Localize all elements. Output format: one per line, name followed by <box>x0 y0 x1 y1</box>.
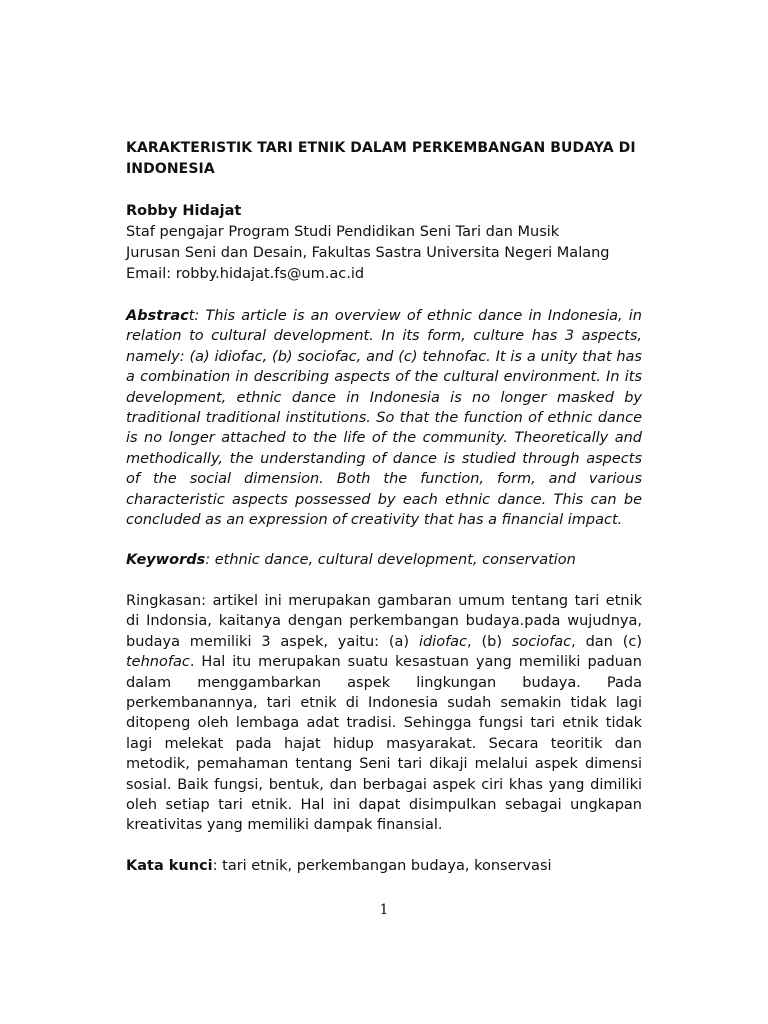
ringkasan-term-sociofac: sociofac <box>511 633 572 650</box>
keywords-text: : ethnic dance, cultural development, conservation <box>205 552 576 569</box>
ringkasan-text-4: . Hal itu merupakan suatu kesastuan yang memiliki paduan dalam menggambarkan aspek lingkungan budaya. Pada perkembanannya, tari etnik di Indonesia sudah semakin tidak lagi ditopeng oleh lembaga adat tradisi. Sehingga fungsi tari etnik tidak lagi melekat pada hajat hidup masyarakat. Secara teoritik dan metodik, pemahaman tentang Seni tari dikaji melalui aspek dimensi sosial. Baik fungsi, bentuk, dan berbagai aspek ciri khas yang dimiliki oleh setiap tari etnik. Hal ini dapat disimpulkan sebagai ungkapan kreativitas yang memiliki dampak finansial. <box>126 654 642 834</box>
author-name: Robby Hidajat <box>126 203 242 219</box>
page-content <box>126 138 642 876</box>
ringkasan-term-tehnofac: tehnofac <box>126 654 190 671</box>
abstract-label <box>126 308 199 324</box>
affiliation-line-2: Jurusan Seni dan Desain, Fakultas Sastra Universita Negeri Malang <box>126 245 610 261</box>
ringkasan-paragraph <box>126 591 642 836</box>
keywords-label: Keywords <box>126 552 206 569</box>
ringkasan-term-idiofac: idiofac <box>418 633 468 650</box>
affiliation-line-1: Staf pengajar Program Studi Pendidikan Seni Tari dan Musik <box>126 224 560 240</box>
ringkasan-text-3: , dan (c) <box>571 633 642 650</box>
abstract-label-bold: Abstrac <box>126 308 189 324</box>
kata-kunci-text: : tari etnik, perkembangan budaya, konservasi <box>212 857 552 874</box>
abstract-paragraph <box>126 306 642 530</box>
abstract-text: This article is an overview of ethnic dance in Indonesia, in relation to cultural development. In its form, culture has 3 aspects, namely: (a) idiofac, (b) sociofac, and (c) tehnofac. It is a unity that has a combination in describing aspects of the cultural environment. In its development, ethnic dance in Indonesia is no longer masked by traditional traditional institutions. So that the function of ethnic dance is no longer attached to the life of the community. Theoretically and methodically, the understanding of dance is studied through aspects of the social dimension. Both the function, form, and various characteristic aspects possessed by each ethnic dance. This can be concluded as an expression of creativity that has a financial impact. <box>126 308 642 529</box>
kata-kunci-label: Kata kunci <box>126 857 213 874</box>
ringkasan-text-2: , (b) <box>467 633 512 650</box>
abstract-label-rest: t: <box>188 308 200 324</box>
keywords-line <box>126 550 642 570</box>
author-email: Email: robby.hidajat.fs@um.ac.id <box>126 266 365 282</box>
kata-kunci-line <box>126 856 642 876</box>
ringkasan-text-1: Ringkasan: artikel ini merupakan gambaran umum tentang tari etnik di Indonsia, kaitanya dengan perkembangan budaya.pada wujudnya, budaya memiliki 3 aspek, yaitu: (a) <box>126 592 642 650</box>
author-block <box>126 201 642 285</box>
paper-title: KARAKTERISTIK TARI ETNIK DALAM PERKEMBANGAN BUDAYA DI INDONESIA <box>126 140 636 177</box>
page-number: 1 <box>379 902 389 918</box>
